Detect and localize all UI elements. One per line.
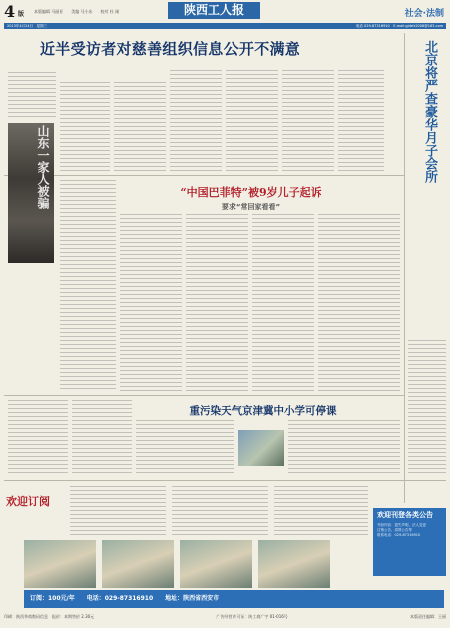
vertical-headline: 北京将严查豪华月子会所 — [422, 40, 437, 183]
section-divider — [4, 395, 404, 396]
gallery-photo — [102, 540, 174, 588]
footer-mid: 广告经营许可证：陕工商广字 01-016号 — [216, 614, 288, 619]
ad-line: 刊登内容：遗失声明、法人变更 — [377, 523, 426, 527]
gallery-photo — [258, 540, 330, 588]
text-column — [60, 82, 110, 172]
ad-text — [377, 523, 443, 538]
subscription-strip: 订阅：100元/年 电话：029-87316910 地址：陕西省西安市 — [24, 590, 444, 608]
text-column — [136, 420, 234, 476]
page-number-suffix: 版 — [18, 11, 25, 18]
main-headline: 近半受访者对慈善组织信息公开不满意 — [40, 40, 301, 58]
article3-headline: 重污染天气京津冀中小学可停课 — [189, 405, 337, 417]
text-column — [226, 70, 278, 172]
section-divider — [4, 480, 446, 481]
gallery-photo — [180, 540, 252, 588]
article3-photo — [238, 430, 284, 466]
dateline-contact: 电话 029-87316910 E-mail:gjrbfz2008@163.com — [355, 24, 443, 28]
text-column — [282, 70, 334, 172]
text-column — [338, 70, 384, 172]
column-rule — [404, 33, 405, 503]
text-column — [252, 214, 314, 392]
article2-subheadline: 要求“常回家看看” — [221, 203, 281, 211]
gallery-photo — [24, 540, 96, 588]
subscription-headline: 欢迎订阅 — [6, 495, 50, 508]
dateline-bar — [4, 23, 446, 29]
footer-right: 本版责任编辑：王丽 — [409, 614, 446, 619]
footer-left: 印刷：陕西华商数码信息 报价：本期售价 2.30元 — [4, 614, 95, 619]
section-title: 社会·法制 — [404, 9, 444, 19]
photo-overlay-headline: 山东一家人被骗 — [36, 125, 50, 209]
text-column — [170, 70, 222, 172]
text-column — [408, 340, 446, 475]
ad-line: 联系电话：029-87316910 — [377, 533, 421, 537]
text-column — [120, 214, 182, 392]
newspaper-logo: 陕西工人报 — [168, 2, 260, 19]
page-footer — [4, 614, 446, 620]
dateline-date: 2013年4月24日 星期三 — [7, 24, 48, 28]
text-column — [172, 486, 268, 536]
ad-line: 注销公告、清算公告等 — [377, 528, 412, 532]
editor-credits: 本版编辑 马丽亚 美编 马小东 校对 杜 刚 — [34, 9, 120, 14]
text-column — [72, 400, 132, 476]
text-column — [8, 72, 56, 120]
text-column — [114, 82, 166, 172]
text-column — [274, 486, 368, 536]
section-divider — [4, 175, 404, 176]
ad-title: 欢迎刊登各类公告 — [377, 511, 433, 519]
text-column — [70, 486, 166, 536]
text-column — [8, 400, 68, 476]
text-column — [288, 420, 400, 476]
text-column — [60, 180, 116, 390]
text-column — [318, 214, 400, 392]
text-column — [186, 214, 248, 392]
page-number: 4 — [4, 2, 16, 21]
article2-headline: “中国巴菲特”被9岁儿子起诉 — [180, 186, 322, 199]
